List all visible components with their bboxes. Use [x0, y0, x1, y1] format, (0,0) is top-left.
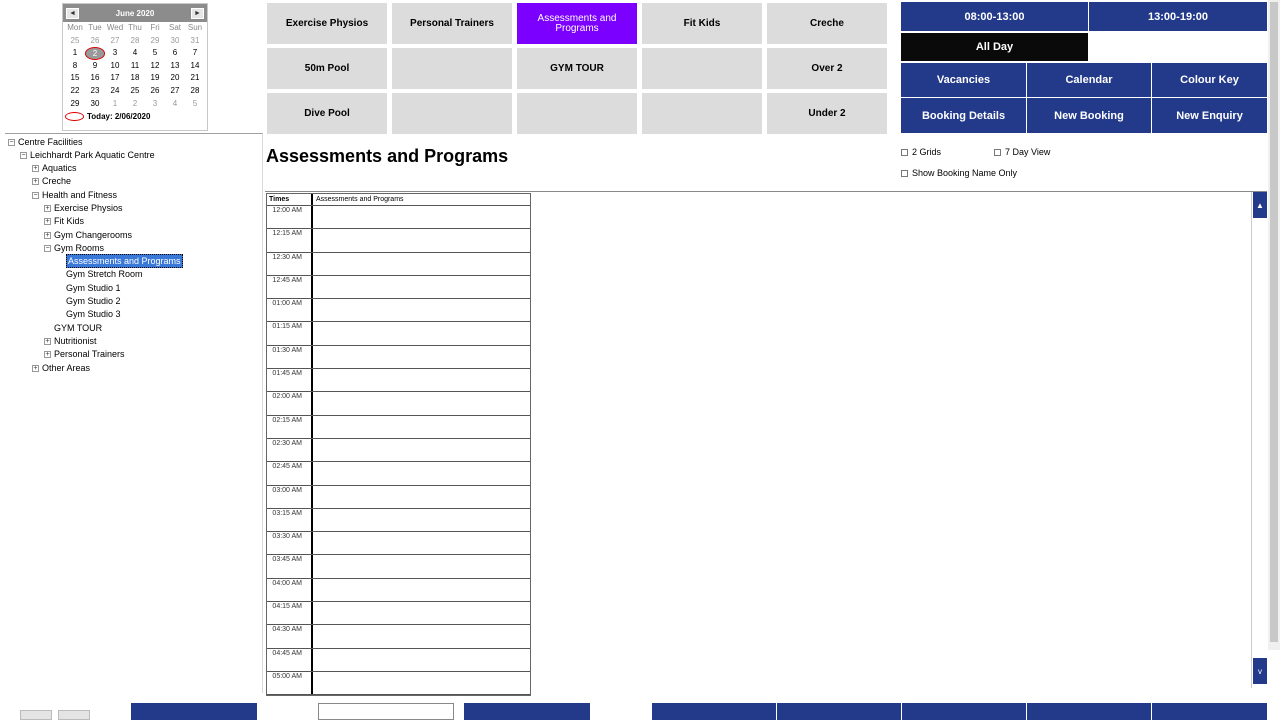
bottom-action-button-3[interactable] — [652, 703, 776, 720]
tree-node[interactable] — [20, 149, 155, 161]
category-tile[interactable] — [517, 93, 637, 134]
tree-node[interactable] — [54, 322, 102, 334]
tree-node-label: Aquatics — [42, 163, 77, 173]
show-booking-name-label: Show Booking Name Only — [912, 168, 1018, 178]
booking-slot[interactable] — [313, 672, 530, 694]
tree-node-label: Health and Fitness — [42, 190, 118, 200]
schedule-row — [267, 206, 530, 229]
tree-node[interactable] — [32, 362, 90, 374]
two-grids-label: 2 Grids — [912, 147, 942, 157]
time-cell: 05:00 AM — [267, 672, 313, 694]
schedule-row — [267, 299, 530, 322]
colour-key-button[interactable]: Colour Key — [1152, 63, 1267, 97]
bottom-search-input[interactable] — [318, 703, 454, 720]
calendar-day[interactable]: 13 — [170, 60, 180, 70]
calendar-day[interactable]: 3 — [112, 48, 118, 58]
tree-node-label: Leichhardt Park Aquatic Centre — [30, 150, 155, 160]
time-cell: 01:00 AM — [267, 299, 313, 321]
day-name: Wed — [106, 23, 124, 32]
calendar-day[interactable]: 10 — [110, 60, 120, 70]
expand-icon[interactable]: + — [33, 364, 38, 372]
calendar-day[interactable]: 27 — [170, 85, 180, 95]
calendar-day[interactable]: 30 — [170, 35, 180, 45]
category-tile[interactable]: GYM TOUR — [517, 48, 637, 89]
booking-slot[interactable] — [313, 555, 530, 577]
tree-node-label: Gym Studio 3 — [66, 309, 121, 319]
tree-node-label: Gym Studio 1 — [66, 283, 121, 293]
category-tile[interactable]: Exercise Physios — [267, 3, 387, 44]
tree-node-label: Gym Stretch Room — [66, 269, 143, 279]
expand-icon[interactable]: + — [45, 231, 50, 239]
schedule-scrollbar[interactable] — [1251, 192, 1267, 688]
tree-node-label: Other Areas — [42, 363, 91, 373]
schedule-row — [267, 439, 530, 462]
schedule-row — [267, 253, 530, 276]
category-tile[interactable]: Dive Pool — [267, 93, 387, 134]
booking-slot[interactable] — [313, 299, 530, 321]
schedule-row — [267, 532, 530, 555]
tree-node[interactable] — [66, 308, 121, 320]
category-tile[interactable]: Personal Trainers — [392, 3, 512, 44]
collapse-icon[interactable]: − — [45, 244, 50, 252]
today-circle-icon — [65, 112, 84, 121]
expand-icon[interactable]: + — [45, 204, 50, 212]
schedule-row — [267, 672, 530, 695]
calendar-day[interactable]: 31 — [190, 35, 200, 45]
schedule-row — [267, 649, 530, 672]
time-morning-button[interactable]: 08:00-13:00 — [901, 2, 1088, 31]
tree-node-label: Assessments and Programs — [68, 256, 181, 266]
calendar-day[interactable]: 14 — [190, 60, 200, 70]
schedule-row — [267, 509, 530, 532]
bottom-nav-button-1[interactable] — [20, 710, 52, 720]
booking-slot[interactable] — [313, 579, 530, 601]
schedule-grid — [266, 193, 531, 696]
category-tile[interactable] — [642, 48, 762, 89]
calendar-day[interactable]: 28 — [190, 85, 200, 95]
booking-slot[interactable] — [313, 322, 530, 344]
calendar-day[interactable]: 1 — [72, 48, 78, 58]
tree-node[interactable] — [44, 202, 123, 214]
expand-icon[interactable]: + — [45, 350, 50, 358]
booking-slot[interactable] — [313, 369, 530, 391]
time-cell: 02:45 AM — [267, 462, 313, 484]
day-name: Mon — [67, 23, 83, 32]
vacancies-button[interactable]: Vacancies — [901, 63, 1026, 97]
next-month-icon[interactable]: ► — [191, 8, 204, 19]
calendar-day[interactable]: 7 — [192, 48, 198, 58]
booking-slot[interactable] — [313, 625, 530, 647]
calendar-day[interactable]: 9 — [92, 60, 98, 70]
booking-slot[interactable] — [313, 392, 530, 414]
booking-slot[interactable] — [313, 439, 530, 461]
booking-details-button[interactable]: Booking Details — [901, 98, 1026, 133]
all-day-button[interactable]: All Day — [901, 33, 1088, 61]
calendar-grid — [63, 22, 207, 110]
calendar-day[interactable]: 15 — [70, 73, 80, 83]
tree-node[interactable] — [44, 242, 104, 254]
booking-slot[interactable] — [313, 602, 530, 624]
booking-slot[interactable] — [313, 532, 530, 554]
calendar-day[interactable]: 29 — [150, 35, 160, 45]
tree-node-label: Creche — [42, 176, 72, 186]
calendar-today[interactable] — [63, 110, 207, 121]
booking-slot[interactable] — [313, 206, 530, 228]
tree-node[interactable] — [32, 189, 117, 201]
category-tile[interactable]: 50m Pool — [267, 48, 387, 89]
calendar-day[interactable]: 22 — [70, 85, 80, 95]
time-cell: 03:45 AM — [267, 555, 313, 577]
tree-node-label: Nutritionist — [54, 336, 97, 346]
category-tile[interactable]: Creche — [767, 3, 887, 44]
calendar-day[interactable]: 25 — [70, 35, 80, 45]
tree-node[interactable] — [66, 268, 143, 280]
category-tile[interactable]: Fit Kids — [642, 3, 762, 44]
tree-node-label: Fit Kids — [54, 216, 85, 226]
page-title: Assessments and Programs — [266, 146, 509, 166]
booking-slot[interactable] — [313, 416, 530, 438]
booking-slot[interactable] — [313, 276, 530, 298]
schedule-area — [265, 191, 1267, 688]
time-cell: 03:15 AM — [267, 509, 313, 531]
calendar-day[interactable]: 5 — [192, 98, 198, 108]
category-tile[interactable] — [642, 93, 762, 134]
time-cell: 04:15 AM — [267, 602, 313, 624]
day-name: Sat — [168, 23, 181, 32]
booking-slot[interactable] — [313, 229, 530, 251]
calendar-day[interactable]: 21 — [190, 73, 200, 83]
bottom-action-button-2[interactable] — [464, 703, 590, 720]
column-header: Assessments and Programs — [316, 196, 404, 203]
tree-node-label: Personal Trainers — [54, 349, 125, 359]
time-cell: 02:00 AM — [267, 392, 313, 414]
calendar-day[interactable]: 4 — [172, 98, 178, 108]
expand-icon[interactable]: + — [33, 164, 38, 172]
prev-month-icon[interactable]: ◄ — [66, 8, 79, 19]
time-cell: 12:00 AM — [267, 206, 313, 228]
tree-node[interactable] — [32, 162, 77, 174]
two-grids-checkbox[interactable] — [901, 149, 908, 156]
calendar-day[interactable]: 27 — [110, 35, 120, 45]
calendar-day[interactable]: 11 — [130, 60, 140, 70]
collapse-icon[interactable]: − — [21, 151, 26, 159]
calendar-day[interactable]: 26 — [150, 85, 160, 95]
page-scrollbar[interactable] — [1268, 0, 1280, 650]
scroll-up-icon[interactable]: ▲ — [1253, 192, 1267, 218]
calendar-day[interactable]: 4 — [132, 48, 138, 58]
schedule-row — [267, 276, 530, 299]
schedule-row — [267, 369, 530, 392]
time-cell: 01:45 AM — [267, 369, 313, 391]
bottom-action-button-7[interactable] — [1152, 703, 1267, 720]
schedule-row — [267, 486, 530, 509]
calendar-day[interactable]: 26 — [90, 35, 100, 45]
collapse-icon[interactable]: − — [33, 191, 38, 199]
new-booking-button[interactable]: New Booking — [1027, 98, 1151, 133]
calendar-day[interactable]: 16 — [90, 73, 100, 83]
calendar-day[interactable]: 2 — [85, 47, 105, 60]
scroll-down-icon[interactable]: v — [1253, 658, 1267, 684]
booking-slot[interactable] — [313, 253, 530, 275]
times-header: Times — [267, 194, 313, 205]
bottom-nav-button-2[interactable] — [58, 710, 90, 720]
calendar-header — [63, 4, 207, 22]
show-booking-name-checkbox[interactable] — [901, 170, 908, 177]
schedule-rows — [267, 206, 530, 695]
tree-node[interactable] — [44, 335, 97, 347]
bottom-action-button-5[interactable] — [902, 703, 1026, 720]
category-tile[interactable] — [392, 93, 512, 134]
tree-node[interactable] — [8, 136, 83, 148]
calendar-day[interactable]: 30 — [90, 98, 100, 108]
calendar-day[interactable]: 2 — [132, 98, 138, 108]
seven-day-label: 7 Day View — [1005, 147, 1051, 157]
tree-node-label: GYM TOUR — [54, 323, 103, 333]
bottom-action-button-6[interactable] — [1027, 703, 1151, 720]
category-tile[interactable]: Under 2 — [767, 93, 887, 134]
tree-node-label: Gym Studio 2 — [66, 296, 121, 306]
booking-slot[interactable] — [313, 509, 530, 531]
category-tile[interactable]: Assessments and Programs — [517, 3, 637, 44]
booking-slot[interactable] — [313, 462, 530, 484]
schedule-row — [267, 229, 530, 252]
schedule-header — [267, 194, 530, 206]
tree-node[interactable] — [66, 255, 183, 267]
facility-tree — [5, 133, 263, 693]
tree-node-label: Centre Facilities — [18, 137, 83, 147]
tree-node-label: Gym Rooms — [54, 243, 105, 253]
time-cell: 01:30 AM — [267, 346, 313, 368]
schedule-row — [267, 346, 530, 369]
calendar-day[interactable]: 28 — [130, 35, 140, 45]
schedule-row — [267, 416, 530, 439]
tree-node[interactable] — [44, 348, 125, 360]
schedule-row — [267, 462, 530, 485]
calendar-day[interactable]: 1 — [112, 98, 118, 108]
schedule-row — [267, 579, 530, 602]
schedule-row — [267, 555, 530, 578]
day-name: Fri — [150, 23, 160, 32]
time-afternoon-button[interactable]: 13:00-19:00 — [1089, 2, 1267, 31]
booking-slot[interactable] — [313, 486, 530, 508]
time-cell: 12:15 AM — [267, 229, 313, 251]
time-cell: 01:15 AM — [267, 322, 313, 344]
booking-slot[interactable] — [313, 346, 530, 368]
time-cell: 03:30 AM — [267, 532, 313, 554]
category-tile[interactable] — [392, 48, 512, 89]
calendar-day[interactable]: 18 — [130, 73, 140, 83]
tree-node[interactable] — [66, 295, 121, 307]
calendar-button[interactable]: Calendar — [1027, 63, 1151, 97]
time-cell: 03:00 AM — [267, 486, 313, 508]
day-name: Tue — [88, 23, 102, 32]
tree-node[interactable] — [66, 282, 121, 294]
time-cell: 12:30 AM — [267, 253, 313, 275]
two-grids-option[interactable] — [901, 147, 941, 157]
time-cell: 04:45 AM — [267, 649, 313, 671]
schedule-row — [267, 322, 530, 345]
calendar-day[interactable]: 20 — [170, 73, 180, 83]
show-booking-name-option[interactable] — [901, 168, 1017, 178]
tree-node-label: Exercise Physios — [54, 203, 123, 213]
calendar-day[interactable]: 29 — [70, 98, 80, 108]
time-cell: 04:30 AM — [267, 625, 313, 647]
seven-day-checkbox[interactable] — [994, 149, 1001, 156]
calendar-day[interactable]: 6 — [172, 48, 178, 58]
calendar-day[interactable]: 8 — [72, 60, 78, 70]
time-cell: 02:30 AM — [267, 439, 313, 461]
schedule-row — [267, 625, 530, 648]
expand-icon[interactable]: + — [33, 177, 38, 185]
day-name: Sun — [187, 23, 203, 32]
calendar-day[interactable]: 12 — [150, 60, 160, 70]
seven-day-option[interactable] — [994, 147, 1050, 157]
time-cell: 12:45 AM — [267, 276, 313, 298]
booking-slot[interactable] — [313, 649, 530, 671]
today-label: Today: 2/06/2020 — [87, 112, 151, 122]
time-cell: 02:15 AM — [267, 416, 313, 438]
new-enquiry-button[interactable]: New Enquiry — [1152, 98, 1267, 133]
category-tile[interactable]: Over 2 — [767, 48, 887, 89]
calendar-day[interactable]: 23 — [90, 85, 100, 95]
calendar-day[interactable]: 3 — [152, 98, 158, 108]
tree-node-label: Gym Changerooms — [54, 230, 133, 240]
expand-icon[interactable]: + — [45, 217, 50, 225]
calendar-day[interactable]: 19 — [150, 73, 160, 83]
page-scrollbar-thumb[interactable] — [1270, 2, 1278, 642]
calendar-day[interactable]: 5 — [152, 48, 158, 58]
day-name: Thu — [128, 23, 142, 32]
bottom-action-button-4[interactable] — [777, 703, 901, 720]
tree-node[interactable] — [44, 215, 84, 227]
time-cell: 04:00 AM — [267, 579, 313, 601]
tree-node[interactable] — [32, 175, 71, 187]
tree-node[interactable] — [44, 229, 132, 241]
schedule-row — [267, 392, 530, 415]
mini-calendar — [62, 3, 208, 131]
calendar-day[interactable]: 24 — [110, 85, 120, 95]
collapse-icon[interactable]: − — [9, 138, 14, 146]
schedule-row — [267, 602, 530, 625]
bottom-action-button-1[interactable] — [131, 703, 257, 720]
calendar-day[interactable]: 25 — [130, 85, 140, 95]
calendar-month-label: June 2020 — [115, 8, 155, 18]
calendar-day[interactable]: 17 — [110, 73, 120, 83]
expand-icon[interactable]: + — [45, 337, 50, 345]
